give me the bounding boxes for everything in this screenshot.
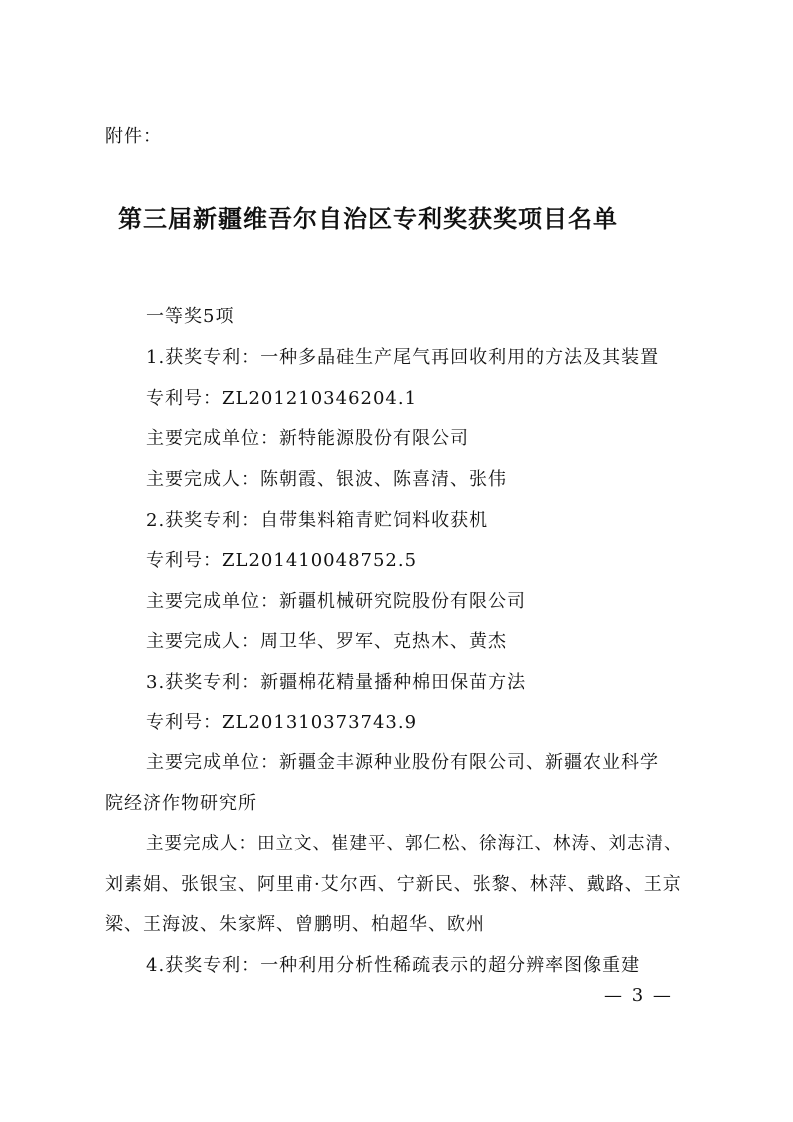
item-3-persons-line-1: 主要完成人：田立文、崔建平、郭仁松、徐海江、林涛、刘志清、 [146, 834, 683, 854]
item-2-number: 专利号：ZL201410048752.5 [146, 550, 418, 571]
item-3-unit-line-2: 院经济作物研究所 [105, 793, 257, 814]
item-3-unit-line-1: 主要完成单位：新疆金丰源种业股份有限公司、新疆农业科学 [146, 752, 659, 773]
item-4-patent: 4.获奖专利：一种利用分析性稀疏表示的超分辨率图像重建 [146, 955, 641, 976]
item-2-persons: 主要完成人：周卫华、罗军、克热木、黄杰 [146, 631, 507, 652]
item-2-patent: 2.获奖专利：自带集料箱青贮饲料收获机 [146, 510, 489, 531]
item-3-patent: 3.获奖专利：新疆棉花精量播种棉田保苗方法 [146, 672, 527, 693]
item-1-unit: 主要完成单位：新特能源股份有限公司 [146, 428, 469, 449]
item-3-persons-line-3: 梁、王海波、朱家辉、曾鹏明、柏超华、欧州 [105, 914, 485, 935]
item-1-patent: 1.获奖专利：一种多晶硅生产尾气再回收利用的方法及其装置 [146, 347, 660, 368]
item-3-persons-line-2: 刘素娟、张银宝、阿里甫·艾尔西、宁新民、张黎、林萍、戴路、王京 [105, 874, 682, 895]
attachment-label: 附件： [105, 126, 162, 147]
item-1-number: 专利号：ZL201210346204.1 [146, 388, 418, 409]
item-2-unit: 主要完成单位：新疆机械研究院股份有限公司 [146, 591, 526, 612]
section-heading: 一等奖5项 [146, 306, 235, 327]
page-title: 第三届新疆维吾尔自治区专利奖获奖项目名单 [118, 205, 618, 233]
item-1-persons: 主要完成人：陈朝霞、银波、陈喜清、张伟 [146, 469, 507, 490]
page-number: — 3 — [604, 985, 673, 1006]
item-3-number: 专利号：ZL201310373743.9 [146, 712, 418, 733]
